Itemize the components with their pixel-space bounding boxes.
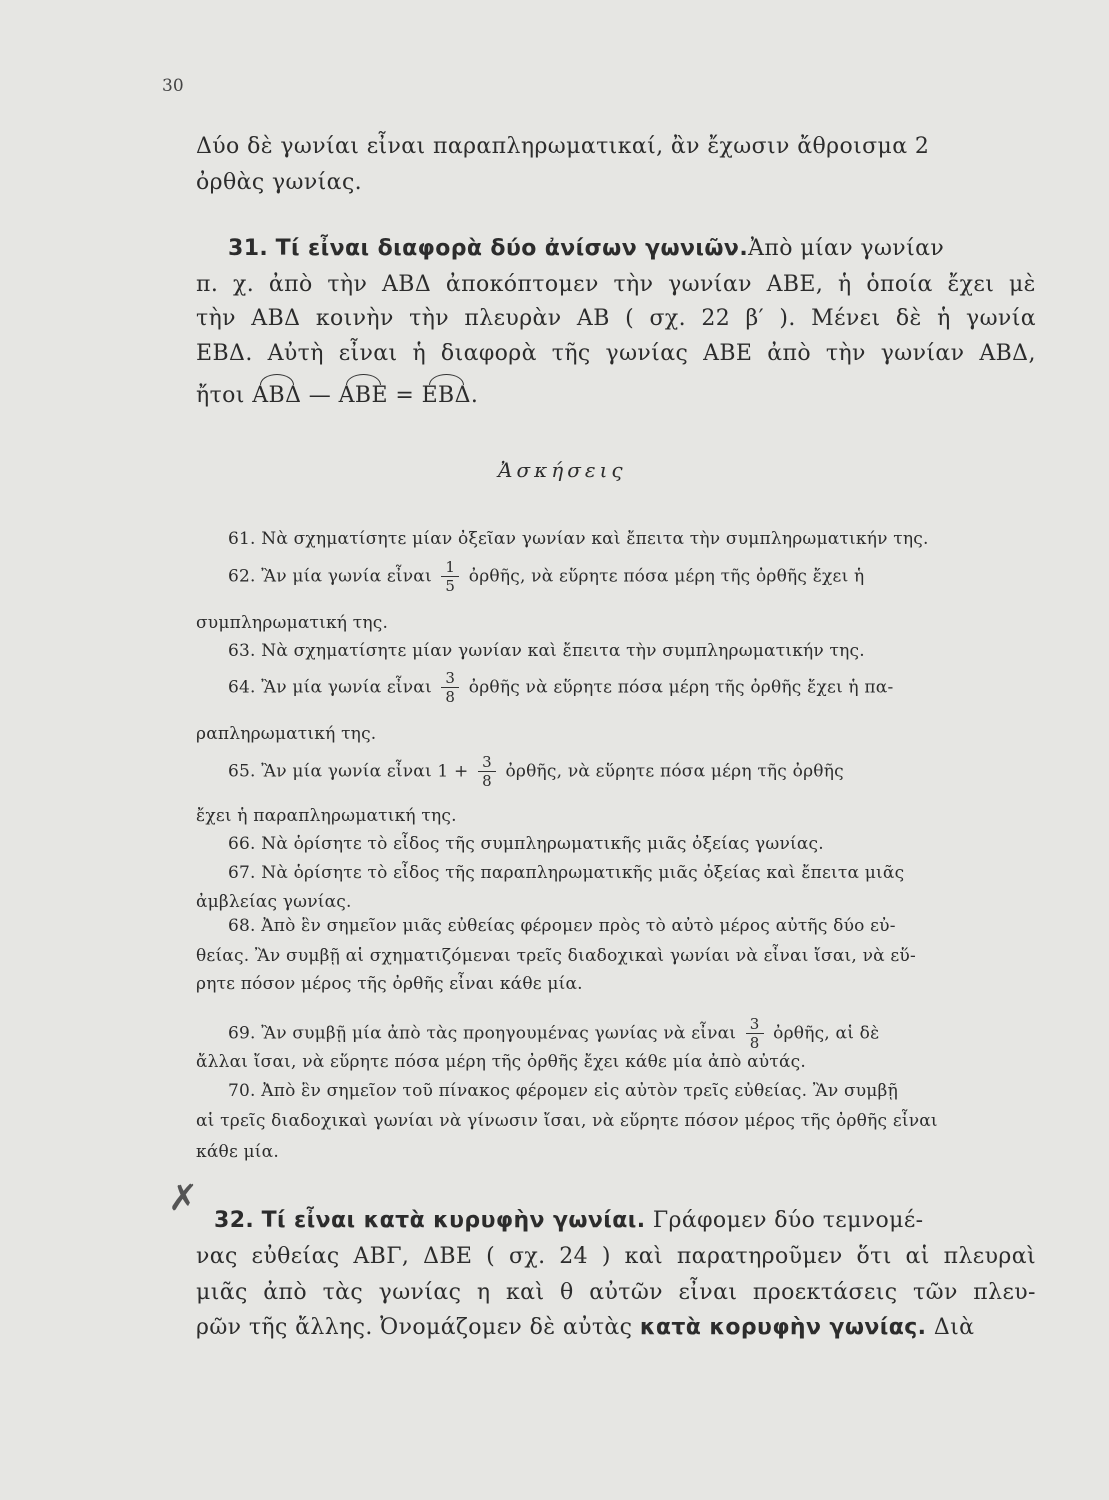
exercise-64-cont: ραπληρωματική της. <box>196 724 377 744</box>
exercise-70-line-2: αἱ τρεῖς διαδοχικαὶ γωνίαι νὰ γίνωσιν ἴσαι, νὰ εὕρητε πόσον μέρος τῆς ὀρθῆς εἶναι <box>196 1111 938 1131</box>
exercise-62-cont: συμπληρωματική της. <box>196 613 389 633</box>
exercise-69 <box>228 1017 1040 1051</box>
exercise-63: 63. Νὰ σχηματίσητε μίαν γωνίαν καὶ ἔπειτα τὴν συμπληρωματικήν της. <box>228 641 865 661</box>
exercise-64-number: 64. <box>228 677 256 698</box>
fraction-3-8: $\frac{3}{8}$ <box>441 671 459 705</box>
section-32-line-4 <box>196 1315 1036 1340</box>
formula-equals: = <box>395 383 415 408</box>
exercise-66: 66. Νὰ ὁρίσητε τὸ εἶδος τῆς συμπληρωματικῆς μιᾶς ὀξείας γωνίας. <box>228 834 824 854</box>
section-32-line-4-end: Διὰ <box>933 1315 975 1340</box>
formula-lead: ἤτοι <box>196 383 245 408</box>
section-32-line-3: μιᾶς ἀπὸ τὰς γωνίας η καὶ θ αὐτῶν εἶναι προεκτάσεις τῶν πλευ- <box>196 1280 1036 1305</box>
exercise-69-text: 69. Ἂν συμβῇ μία ἀπὸ τὰς προηγουμένας γωνίας νὰ εἶναι <box>228 1023 737 1044</box>
section-31-heading: Τί εἶναι διαφορὰ δύο ἀνίσων γωνιῶν. <box>275 236 749 261</box>
section-32-heading: Τί εἶναι κατὰ κυρυφὴν γωνίαι. <box>261 1208 646 1233</box>
fraction-1-5: $\frac{1}{5}$ <box>441 560 459 594</box>
exercise-68: 68. Ἀπὸ ἓν σημεῖον μιᾶς εὐθείας φέρομεν πρὸς τὸ αὐτὸ μέρος αὐτῆς δύο εὐ- <box>228 916 896 936</box>
exercise-70-line-3: κάθε μία. <box>196 1142 279 1162</box>
section-31-line-4: ΕΒΔ. Αὐτὴ εἶναι ἡ διαφορὰ τῆς γωνίας ΑΒΕ ἀπὸ τὴν γωνίαν ΑΒΔ, <box>196 341 1036 366</box>
exercise-65-text-2: ὀρθῆς, νὰ εὕρητε πόσα μέρη τῆς ὀρθῆς <box>505 761 844 782</box>
page-number: 30 <box>162 76 184 96</box>
exercise-68-line-3: ρητε πόσον μέρος τῆς ὀρθῆς εἶναι κάθε μία. <box>196 974 583 994</box>
exercise-64-text: Ἂν μία γωνία εἶναι <box>261 677 432 698</box>
intro-line-2: ὀρθὰς γωνίας. <box>196 170 363 195</box>
exercise-67-cont: ἀμβλείας γωνίας. <box>196 892 352 912</box>
section-32-line-2: νας εὐθείας ΑΒΓ, ΔΒΕ ( σχ. 24 ) καὶ παρατηροῦμεν ὅτι αἱ πλευραὶ <box>196 1244 1036 1269</box>
angle-ebd: ΕΒΔ <box>421 383 471 408</box>
exercise-65-number: 65. <box>228 761 256 782</box>
exercise-64 <box>228 671 1040 705</box>
section-31-line-2: π. χ. ἀπὸ τὴν ΑΒΔ ἀποκόπτομεν τὴν γωνίαν ΑΒΕ, ἡ ὁποία ἔχει μὲ <box>196 272 1036 297</box>
formula-minus: — <box>308 383 332 408</box>
exercise-64-text-2: ὀρθῆς νὰ εὕρητε πόσα μέρη τῆς ὀρθῆς ἔχει ἡ πα- <box>468 677 894 698</box>
section-31-line-3: τὴν ΑΒΔ κοινὴν τὴν πλευρὰν ΑΒ ( σχ. 22 β′ ). Μένει δὲ ἡ γωνία <box>196 306 1036 331</box>
exercises-title: Ἀσκήσεις <box>498 458 627 482</box>
section-32-line-4-text: ρῶν τῆς ἄλλης. Ὀνομάζομεν δὲ αὐτὰς <box>196 1315 633 1340</box>
exercise-65-cont: ἔχει ἡ παραπληρωματική της. <box>196 806 457 826</box>
exercise-62-text-2: ὀρθῆς, νὰ εὕρητε πόσα μέρη τῆς ὀρθῆς ἔχει ἡ <box>468 566 865 587</box>
exercise-62-text: Ἂν μία γωνία εἶναι <box>261 566 432 587</box>
angle-abd: ΑΒΔ <box>252 383 302 408</box>
intro-line-1: Δύο δὲ γωνίαι εἶναι παραπληρωματικαί, ἂν ἔχωσιν ἄθροισμα 2 <box>196 134 930 159</box>
exercise-70: 70. Ἀπὸ ἓν σημεῖον τοῦ πίνακος φέρομεν εἰς αὐτὸν τρεῖς εὐθείας. Ἂν συμβῇ <box>228 1081 898 1101</box>
section-32-text: Γράφομεν δύο τεμνομέ- <box>652 1208 924 1233</box>
exercise-62-number: 62. <box>228 566 256 587</box>
angle-difference-formula <box>196 383 478 408</box>
section-31-text: Ἀπὸ μίαν γωνίαν <box>748 236 945 261</box>
exercise-69-cont: ἄλλαι ἴσαι, νὰ εὕρητε πόσα μέρη τῆς ὀρθῆς ἔχει κάθε μία ἀπὸ αὐτάς. <box>196 1052 806 1072</box>
exercise-62 <box>228 560 1040 594</box>
section-31-number: 31. <box>228 236 269 261</box>
exercise-68-line-2: θείας. Ἂν συμβῇ αἱ σχηματιζόμεναι τρεῖς διαδοχικαὶ γωνίαι νὰ εἶναι ἴσαι, νὰ εὕ- <box>196 946 916 966</box>
handwritten-x-mark: ✗ <box>168 1178 199 1219</box>
angle-abe: ΑΒΕ <box>338 383 388 408</box>
exercise-67: 67. Νὰ ὁρίσητε τὸ εἶδος τῆς παραπληρωματικῆς μιᾶς ὀξείας καὶ ἔπειτα μιᾶς <box>228 863 905 883</box>
formula-end: . <box>470 383 479 408</box>
exercise-65-text: Ἂν μία γωνία εἶναι 1 + <box>261 761 469 782</box>
section-32-number: 32. <box>214 1208 255 1233</box>
exercise-69-text-2: ὀρθῆς, αἱ δὲ <box>773 1023 880 1044</box>
fraction-3-8-b: $\frac{3}{8}$ <box>478 755 496 789</box>
exercise-61: 61. Νὰ σχηματίσητε μίαν ὀξεῖαν γωνίαν καὶ ἔπειτα τὴν συμπληρωματικήν της. <box>228 529 929 549</box>
fraction-3-8-c: $\frac{3}{8}$ <box>746 1017 764 1051</box>
section-32-line-1 <box>214 1208 1036 1233</box>
exercise-65 <box>228 755 1040 789</box>
section-31-line-1 <box>228 236 1036 261</box>
term-vertical-angles: κατὰ κορυφὴν γωνίας. <box>639 1315 927 1340</box>
